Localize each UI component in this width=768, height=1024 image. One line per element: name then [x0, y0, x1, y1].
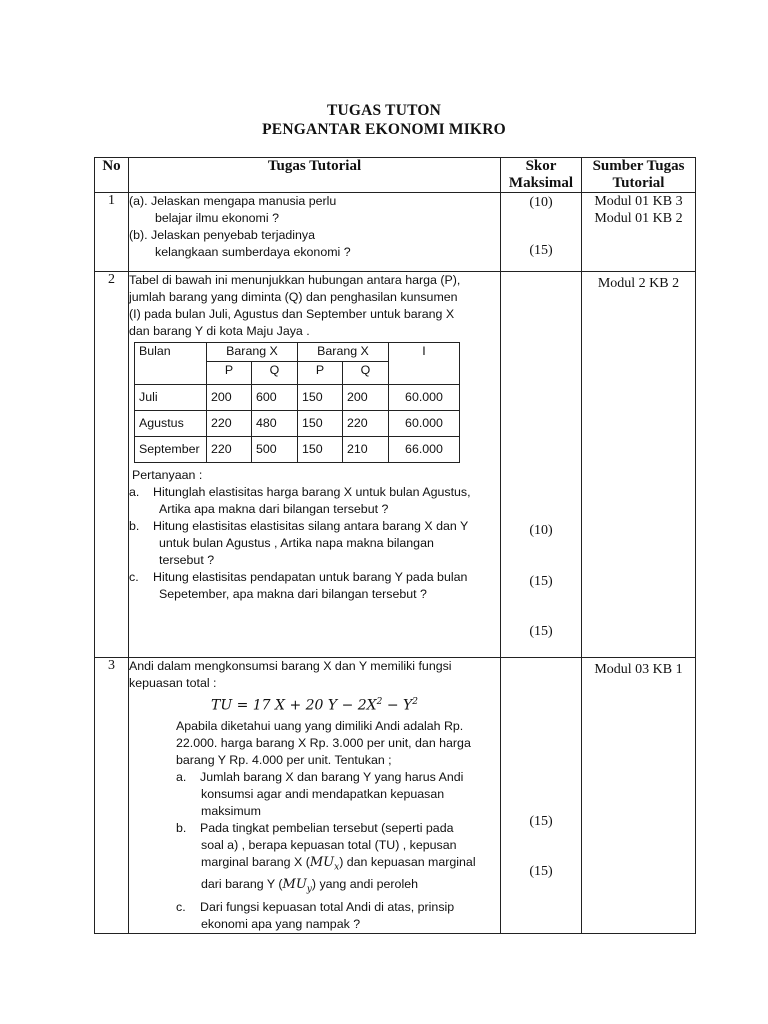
cell-value: 500 [252, 437, 298, 463]
row-number: 3 [95, 658, 129, 934]
list-marker: c. [176, 899, 186, 914]
score-value: (15) [529, 624, 553, 639]
task-cell [129, 272, 501, 658]
question-text: untuk bulan Agustus , Artika napa makna bilangan [159, 536, 434, 550]
question-text: konsumsi agar andi mendapatkan kepuasan [201, 786, 445, 801]
table-row [135, 411, 460, 437]
source-cell: Modul 2 KB 2 [582, 272, 696, 658]
question-text: (a). Jelaskan mengapa manusia perlu [129, 194, 337, 208]
question-text: ekonomi apa yang nampak ? [201, 916, 361, 931]
column-source-line-2: Tutorial [612, 175, 665, 191]
score-cell [501, 272, 582, 658]
score-cell [501, 193, 582, 272]
question-text: Artika apa makna dari bilangan tersebut ? [159, 502, 389, 516]
cell-value: 66.000 [389, 437, 460, 463]
table-row [135, 385, 460, 411]
question-text: marginal barang X ( [201, 854, 310, 869]
formula-tail: − Y [382, 697, 413, 714]
cell-value: 600 [252, 385, 298, 411]
header-bulan: Bulan [135, 343, 207, 385]
question-text: tersebut ? [159, 553, 215, 567]
question-text: Hitung elastisitas elastisitas silang antara barang X dan Y [153, 519, 469, 533]
column-score-line-2: Maksimal [508, 175, 574, 191]
mu-symbol: MU [282, 877, 307, 893]
question-text: Tabel di bawah ini menunjukkan hubungan antara harga (P), [129, 273, 461, 287]
question-text: (b). Jelaskan penyebab terjadinya [129, 228, 315, 242]
cell-month: Agustus [135, 411, 207, 437]
source-text: Modul 01 KB 2 [594, 211, 683, 226]
table-row [95, 193, 696, 272]
cell-value: 150 [298, 437, 343, 463]
header-i: I [389, 343, 460, 385]
table-row [95, 272, 696, 658]
question-text: soal a) , berapa kepuasan total (TU) , kepusan [201, 837, 457, 852]
question-text: maksimum [201, 803, 261, 818]
column-no: No [95, 158, 129, 193]
score-value: (10) [529, 523, 553, 538]
score-value: (15) [529, 814, 553, 829]
source-cell [582, 193, 696, 272]
list-marker: b. [129, 519, 140, 533]
cell-value: 210 [343, 437, 389, 463]
question-label: Pertanyaan : [132, 468, 203, 482]
list-item [129, 899, 500, 916]
row-number: 1 [95, 193, 129, 272]
question-text: ) yang andi peroleh [311, 877, 418, 892]
table-row [95, 658, 696, 934]
cell-value: 220 [343, 411, 389, 437]
mu-subscript: y [306, 884, 312, 895]
table-row [135, 437, 460, 463]
question-text: Hitung elastisitas pendapatan untuk barang Y pada bulan [153, 570, 468, 584]
list-marker: c. [129, 570, 139, 584]
cell-value: 200 [343, 385, 389, 411]
question-text: kelangkaan sumberdaya ekonomi ? [155, 245, 351, 259]
question-text: dan barang Y di kota Maju Jaya . [129, 324, 310, 338]
list-item [129, 484, 500, 501]
source-cell: Modul 03 KB 1 [582, 658, 696, 934]
question-text: Dari fungsi kepuasan total Andi di atas, prinsip [200, 899, 455, 914]
score-value: (10) [529, 195, 553, 210]
list-marker: a. [176, 769, 187, 784]
question-text: (I) pada bulan Juli, Agustus dan September untuk barang X [129, 307, 455, 321]
subheader-p: P [207, 362, 252, 385]
formula-exponent: 2 [376, 697, 383, 707]
question-text: Jumlah barang X dan barang Y yang harus Andi [200, 769, 464, 784]
cell-value: 220 [207, 411, 252, 437]
column-score-line-1: Skor [525, 158, 557, 174]
header-barang-y: Barang X [298, 343, 389, 362]
cell-value: 480 [252, 411, 298, 437]
assignment-table [94, 157, 696, 934]
subheader-q: Q [252, 362, 298, 385]
header-barang-x: Barang X [207, 343, 298, 362]
subheader-p: P [298, 362, 343, 385]
question-text: ) dan kepuasan marginal [339, 854, 476, 869]
list-item [129, 569, 500, 586]
list-item [129, 820, 500, 837]
title-line-1: TUGAS TUTON [326, 102, 442, 119]
cell-value: 150 [298, 411, 343, 437]
subheader-q: Q [343, 362, 389, 385]
list-item [129, 518, 500, 535]
formula-rhs: = 17 X + 20 Y − 2X [236, 697, 377, 714]
question-text: Sepetember, apa makna dari bilangan tersebut ? [159, 587, 427, 601]
list-marker: b. [176, 820, 187, 835]
marginal-utility-x [309, 854, 340, 873]
formula-exponent: 2 [412, 697, 418, 707]
question-text: jumlah barang yang diminta (Q) dan penghasilan kunsumen [129, 290, 458, 304]
row-number: 2 [95, 272, 129, 658]
question-text: Apabila diketahui uang yang dimiliki Andi adalah Rp. [176, 718, 464, 733]
question-text [129, 854, 500, 877]
score-value: (15) [529, 243, 553, 258]
marginal-utility-y [282, 877, 312, 895]
column-task: Tugas Tutorial [129, 158, 501, 193]
task-cell [129, 193, 501, 272]
score-value: (15) [529, 574, 553, 589]
column-score [501, 158, 582, 193]
cell-value: 220 [207, 437, 252, 463]
list-marker: a. [129, 485, 140, 499]
list-item [129, 769, 500, 786]
price-quantity-table [134, 342, 460, 463]
formula-lhs: TU [211, 697, 233, 714]
source-text: Modul 01 KB 3 [594, 194, 683, 209]
task-cell [129, 658, 501, 934]
question-text: Andi dalam mengkonsumsi barang X dan Y memiliki fungsi [129, 659, 452, 673]
cell-month: Juli [135, 385, 207, 411]
utility-formula [129, 692, 500, 718]
document-header [0, 101, 768, 139]
question-text: 22.000. harga barang X Rp. 3.000 per unit, dan harga [176, 735, 471, 750]
question-text: Pada tingkat pembelian tersebut (seperti pada [200, 820, 454, 835]
question-text: belajar ilmu ekonomi ? [155, 211, 279, 225]
mu-subscript: x [334, 862, 340, 873]
title-line-2: PENGANTAR EKONOMI MIKRO [262, 121, 506, 138]
cell-value: 60.000 [389, 385, 460, 411]
table-header-row [95, 158, 696, 193]
cell-value: 150 [298, 385, 343, 411]
cell-value: 200 [207, 385, 252, 411]
question-text [129, 876, 500, 899]
mu-symbol: MU [309, 854, 335, 870]
score-cell [501, 658, 582, 934]
cell-value: 60.000 [389, 411, 460, 437]
column-source [582, 158, 696, 193]
column-source-line-1: Sumber Tugas [592, 158, 685, 174]
question-text: barang Y Rp. 4.000 per unit. Tentukan ; [176, 752, 392, 767]
question-text: dari barang Y ( [201, 877, 283, 892]
question-text: Hitunglah elastisitas harga barang X untuk bulan Agustus, [153, 485, 471, 499]
inner-header-row [135, 343, 460, 362]
score-value: (15) [529, 864, 553, 879]
question-text: kepuasan total : [129, 676, 217, 690]
cell-month: September [135, 437, 207, 463]
